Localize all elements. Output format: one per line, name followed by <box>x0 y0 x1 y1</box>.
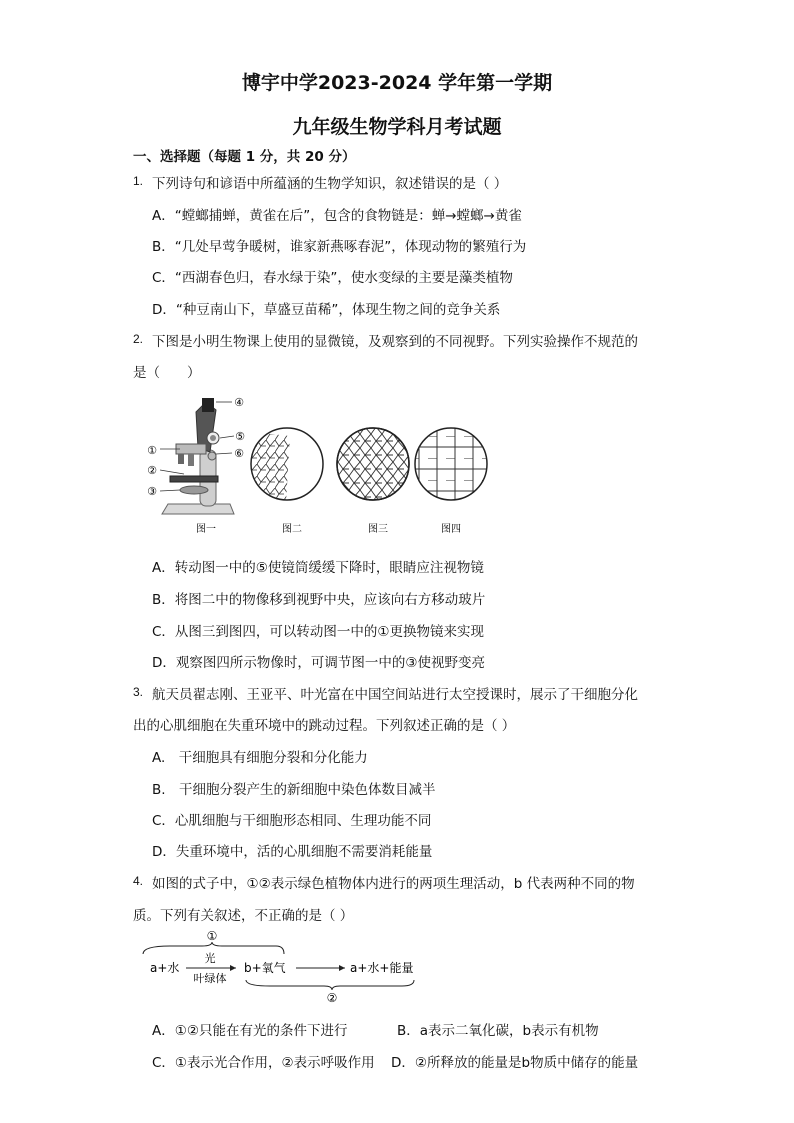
fig-label-1: ① <box>147 444 157 457</box>
q2-number: 2. <box>133 332 144 346</box>
photosynthesis-equation <box>140 928 440 1006</box>
q1-stem: 下列诗句和谚语中所蕴涵的生物学知识，叙述错误的是（ ） <box>152 176 508 192</box>
caption-fig1: 图一 <box>196 524 216 535</box>
q2-option-b: B．将图二中的物像移到视野中央，应该向右方移动玻片 <box>152 592 486 608</box>
q4-option-a: A．①②只能在有光的条件下进行 <box>152 1023 348 1039</box>
field-of-view-3 <box>337 428 409 500</box>
q1-number: 1. <box>133 174 144 188</box>
eq-left: a+水 <box>150 961 180 975</box>
fig-label-2: ② <box>147 464 157 477</box>
fig-label-6: ⑥ <box>234 447 244 460</box>
q1-option-b: B．“几处早莺争暖树，谁家新燕啄春泥”，体现动物的繁殖行为 <box>152 239 527 255</box>
q3-option-b: B. 干细胞分裂产生的新细胞中染色体数目减半 <box>152 782 436 798</box>
q2-stem-line1: 下图是小明生物课上使用的显微镜，及观察到的不同视野。下列实验操作不规范的 <box>152 334 638 350</box>
eq-mark-2: ② <box>326 991 338 1005</box>
eq-mid: b+氧气 <box>244 961 286 975</box>
q4-option-b: B．a表示二氧化碳，b表示有机物 <box>397 1023 599 1039</box>
q3-option-d: D．失重环境中，活的心肌细胞不需要消耗能量 <box>152 844 433 860</box>
q3-number: 3. <box>133 685 144 699</box>
q3-option-a: A. 干细胞具有细胞分裂和分化能力 <box>152 750 368 766</box>
q2-option-a: A．转动图一中的⑤使镜筒缓缓下降时，眼睛应注视物镜 <box>152 560 484 576</box>
eq-light: 光 <box>204 952 216 965</box>
caption-fig4: 图四 <box>441 524 461 535</box>
q4-stem-line1: 如图的式子中，①②表示绿色植物体内进行的两项生理活动，b 代表两种不同的物 <box>152 876 635 892</box>
q3-stem-line1: 航天员翟志刚、王亚平、叶光富在中国空间站进行太空授课时，展示了干细胞分化 <box>152 687 638 703</box>
field-of-view-2 <box>251 428 323 502</box>
caption-fig2: 图二 <box>282 524 302 535</box>
section-heading: 一、选择题（每题 1 分，共 20 分） <box>133 149 356 165</box>
field-of-view-4 <box>410 422 490 512</box>
q1-option-a: A．“螳螂捕蝉，黄雀在后”，包含的食物链是：蝉→螳螂→黄雀 <box>152 208 522 224</box>
exam-title: 博宇中学2023-2024 学年第一学期 <box>241 72 553 94</box>
microscope-drawing <box>162 398 234 514</box>
fig-label-5: ⑤ <box>235 430 245 443</box>
q1-option-d: D．“种豆南山下，草盛豆苗稀”，体现生物之间的竞争关系 <box>152 302 501 318</box>
exam-subtitle: 九年级生物学科月考试题 <box>292 116 502 138</box>
q4-option-c: C．①表示光合作用，②表示呼吸作用 <box>152 1055 375 1071</box>
eq-mark-1: ① <box>206 929 218 943</box>
eq-chloroplast: 叶绿体 <box>193 972 227 985</box>
caption-fig3: 图三 <box>368 524 388 535</box>
q4-stem-line2: 质。下列有关叙述，不正确的是（ ） <box>133 908 354 924</box>
q4-number: 4. <box>133 874 144 888</box>
q2-stem-line2: 是（ ） <box>133 365 201 381</box>
q3-option-c: C．心肌细胞与干细胞形态相同、生理功能不同 <box>152 813 432 829</box>
q3-stem-line2: 出的心肌细胞在失重环境中的跳动过程。下列叙述正确的是（ ） <box>133 718 516 734</box>
q2-option-c: C．从图三到图四，可以转动图一中的①更换物镜来实现 <box>152 624 485 640</box>
q1-option-c: C．“西湖春色归，春水绿于染”，使水变绿的主要是藻类植物 <box>152 270 513 286</box>
q4-option-d: D．②所释放的能量是b物质中储存的能量 <box>391 1055 639 1071</box>
eq-right: a+水+能量 <box>350 961 414 975</box>
fig-label-3: ③ <box>147 485 157 498</box>
q2-option-d: D．观察图四所示物像时，可调节图一中的③使视野变亮 <box>152 655 485 671</box>
microscope-figure <box>140 392 500 542</box>
fig-label-4: ④ <box>234 396 244 409</box>
